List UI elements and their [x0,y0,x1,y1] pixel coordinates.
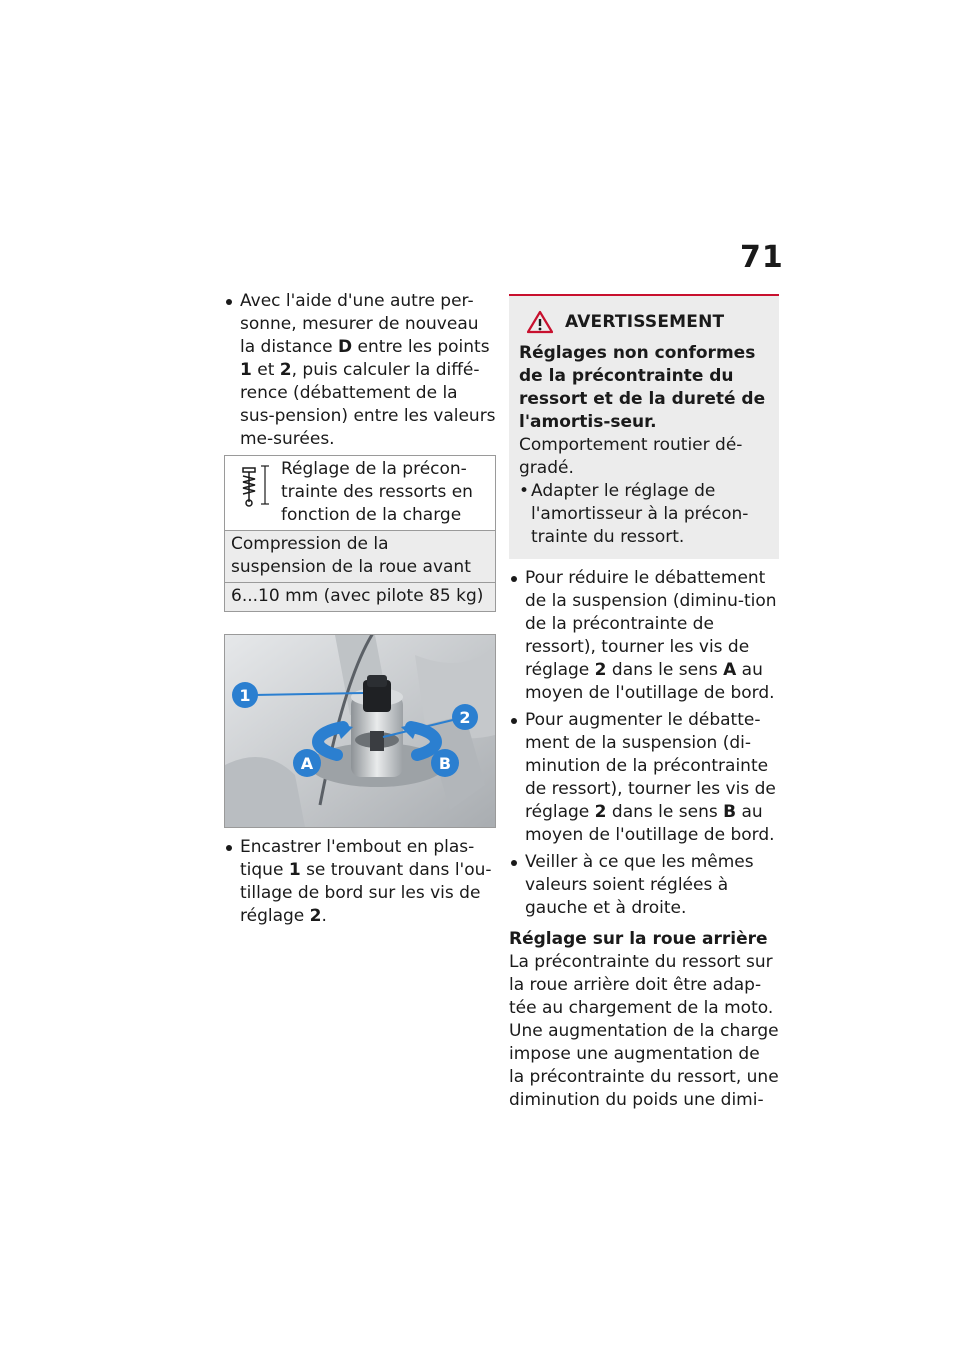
label-ref: A [723,660,737,680]
illustration-svg [225,635,495,827]
warning-heading [519,342,769,434]
bullet-dot [226,299,232,305]
spec-table-header-text: Réglage de la précon-trainte des ressorts en fonction de la charge [281,459,473,525]
warning-bold-text: Réglages non conformes de la précontrainte du ressort et de la dureté de l'amortis-seur. [519,343,766,432]
text-run: Pour augmenter le débatte-ment de la suspension (di-minution de la précontrainte de ressort), tourner les vis de réglage [525,710,776,822]
label-ref: 2 [594,660,607,680]
text-run: . [321,906,327,926]
left-column [224,290,496,932]
bullet-dot [511,718,517,724]
text-run: dans le sens [606,660,724,680]
label-ref: 2 [309,906,322,926]
bullet-dot [226,845,232,851]
spec-table-row: 6...10 mm (avec pilote 85 kg) [225,583,495,611]
spec-table-row: Compression de la suspension de la roue avant [225,531,495,583]
spring-preload-icon [239,462,275,508]
text-run: Veiller à ce que les mêmes valeurs soient réglées à gauche et à droite. [525,852,754,918]
text-run: au moyen de l'outillage de bord. [525,802,775,845]
label-ref: 1 [240,360,252,380]
label-ref: 2 [279,360,292,380]
warning-triangle-icon [527,310,553,334]
label-ref: D [337,337,353,357]
warning-action [519,480,769,549]
text-run: se trouvant dans l'ou-tillage de bord sur les vis de réglage [240,860,492,926]
warning-box [509,294,779,559]
list-item [224,836,496,928]
warning-title-text: AVERTISSEMENT [565,311,725,332]
section-title: Réglage sur la roue arrière [509,929,768,949]
label-ref: B [723,802,737,822]
spec-table-header [225,456,495,531]
warning-consequence: Comportement routier dé-gradé. [519,435,743,478]
body-paragraph: La précontrainte du ressort sur la roue arrière doit être adap-tée au chargement de la moto. Une augmentation de la charge impose une augmentation de la précontrainte du ressort, une diminution du poids une dimi- [509,952,779,1110]
warning-title [527,310,769,334]
text-run: au moyen de l'outillage de bord. [525,660,775,703]
text-run: entre les points [352,337,490,357]
label-ref: 1 [288,860,301,880]
right-column [509,290,779,1112]
list-item [509,567,779,705]
page-number: 71 [740,240,784,275]
bullet-dot: • [519,481,530,501]
label-ref: 2 [594,802,607,822]
list-item [509,709,779,847]
text-run: et [251,360,280,380]
text-run: dans le sens [606,802,724,822]
spec-table [224,455,496,612]
callout-2: 2 [459,708,471,727]
text-run: Pour réduire le débattement de la suspension (diminu-tion de la précontrainte de ressort), tourner les vis de réglage [525,568,777,680]
text-run: , puis calculer la diffé-rence (débattement de la sus-pension) entre les valeurs me-surées. [240,360,496,449]
warning-action-text: Adapter le réglage de l'amortisseur à la précon-trainte du ressort. [531,481,749,547]
suspension-adjuster-illustration [224,634,496,828]
text-run: Avec l'aide d'une autre per-sonne, mesurer de nouveau la distance [240,291,479,357]
list-item [224,290,496,451]
bullet-dot [511,860,517,866]
callout-a: A [300,754,314,773]
text-run: Encastrer l'embout en plas-tique [240,837,475,880]
callout-1: 1 [239,686,251,705]
list-item [509,851,779,920]
callout-b: B [438,754,452,773]
bullet-dot [511,576,517,582]
